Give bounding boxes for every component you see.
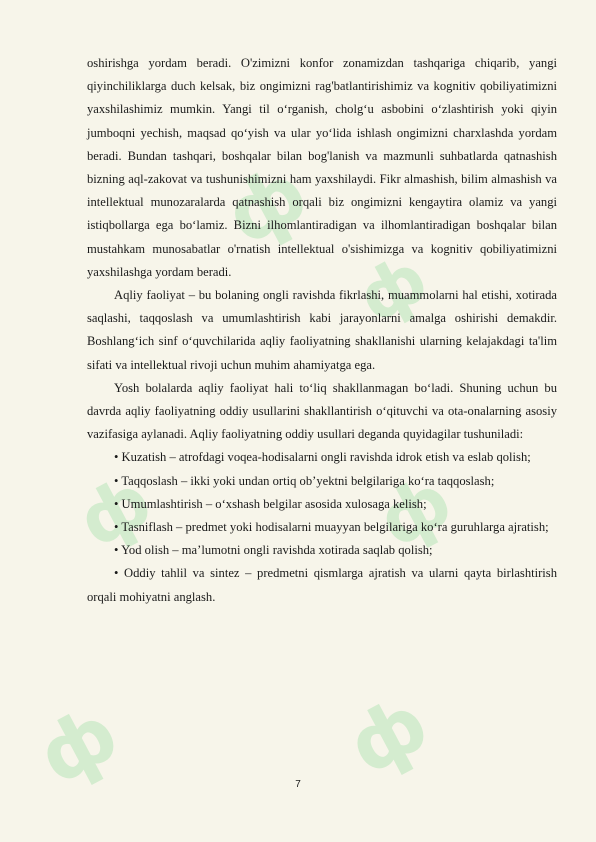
watermark-logo: ф (333, 677, 442, 792)
watermark-logo: ф (211, 147, 322, 263)
list-item-kuzatish: • Kuzatish – atrofdagi voqea-hodisalarni ongli ravishda idrok etish va eslab qolish; (114, 450, 531, 465)
watermark-logo: ф (364, 458, 465, 564)
list-item-yod-olish: • Yod olish – ma’lumotni ongli ravishda xotirada saqlab qolish; (114, 543, 433, 558)
watermark-logo: ф (64, 458, 165, 564)
watermark-logo: ф (345, 239, 440, 338)
body-text (87, 52, 557, 609)
list-item-taqqoslash: • Taqqoslash – ikki yoki undan ortiq ob’yektni belgilariga koʻra taqqoslash; (114, 473, 495, 488)
watermark-logo: ф (23, 687, 132, 802)
paragraph-2: Aqliy faoliyat – bu bolaning ongli ravishda fikrlashi, muammolarni hal etishi, xotirada saqlashi, taqqoslash va umumlashtirish kabi jarayonlarni amalga oshirishi demakdir. Boshlangʻich sinf oʻquvchilarida aqliy faoliyatning shakllanishi ularning kelajakdagi ta'lim sifati va intellektual rivoji uchun muhim ahamiyatga ega. (87, 288, 557, 372)
page-number: 7 (295, 779, 301, 790)
list-item-tasniflash: • Tasniflash – predmet yoki hodisalarni muayyan belgilariga koʻra guruhlarga ajratish; (114, 520, 549, 535)
paragraph-1: oshirishga yordam beradi. O'zimizni konfor zonamizdan tashqariga chiqarib, yangi qiyinchiliklarga duch kelsak, biz ongimizni rag'batlantirishimiz va kognitiv qobiliyatimizni yaxshilashimiz mumkin. Yangi til oʻrganish, cholgʻu asbobini oʻzlashtirish yoki qiyin jumboqni yechish, maqsad qoʻyish va ular yoʻlida ishlash ongimizni charxlashda yordam beradi. Bundan tashqari, boshqalar bilan bog'lanish va mazmunli suhbatlarda qatnashish bizning aql-zakovat va tushunishimizni ham yaxshilaydi. Fikr almashish, bilim almashish va intellektual munozaralarda qatnashish orqali biz ongimizni kengaytira olamiz va yangi istiqbollarga ega boʻlamiz. Bizni ilhomlantiradigan va ilhomlantiradigan boshqalar bilan mustahkam munosabatlar o'rnatish intellektual o'sishimizga va kognitiv qobiliyatimizni yaxshilashga yordam beradi. (87, 56, 557, 279)
paragraph-3: Yosh bolalarda aqliy faoliyat hali toʻliq shakllanmagan boʻladi. Shuning uchun bu davrda aqliy faoliyatning oddiy usullarini shakllantirish oʻqituvchi va ota-onalarning asosiy vazifasiga aylanadi. Aqliy faoliyatning oddiy usullari deganda quyidagilar tushuniladi: (87, 380, 557, 442)
list-item-tahlil-sintez: • Oddiy tahlil va sintez – predmetni qismlarga ajratish va ularni qayta birlashtirish orqali mohiyatni anglash. (87, 566, 557, 604)
list-item-umumlashtirish: • Umumlashtirish – oʻxshash belgilar asosida xulosaga kelish; (114, 496, 427, 511)
